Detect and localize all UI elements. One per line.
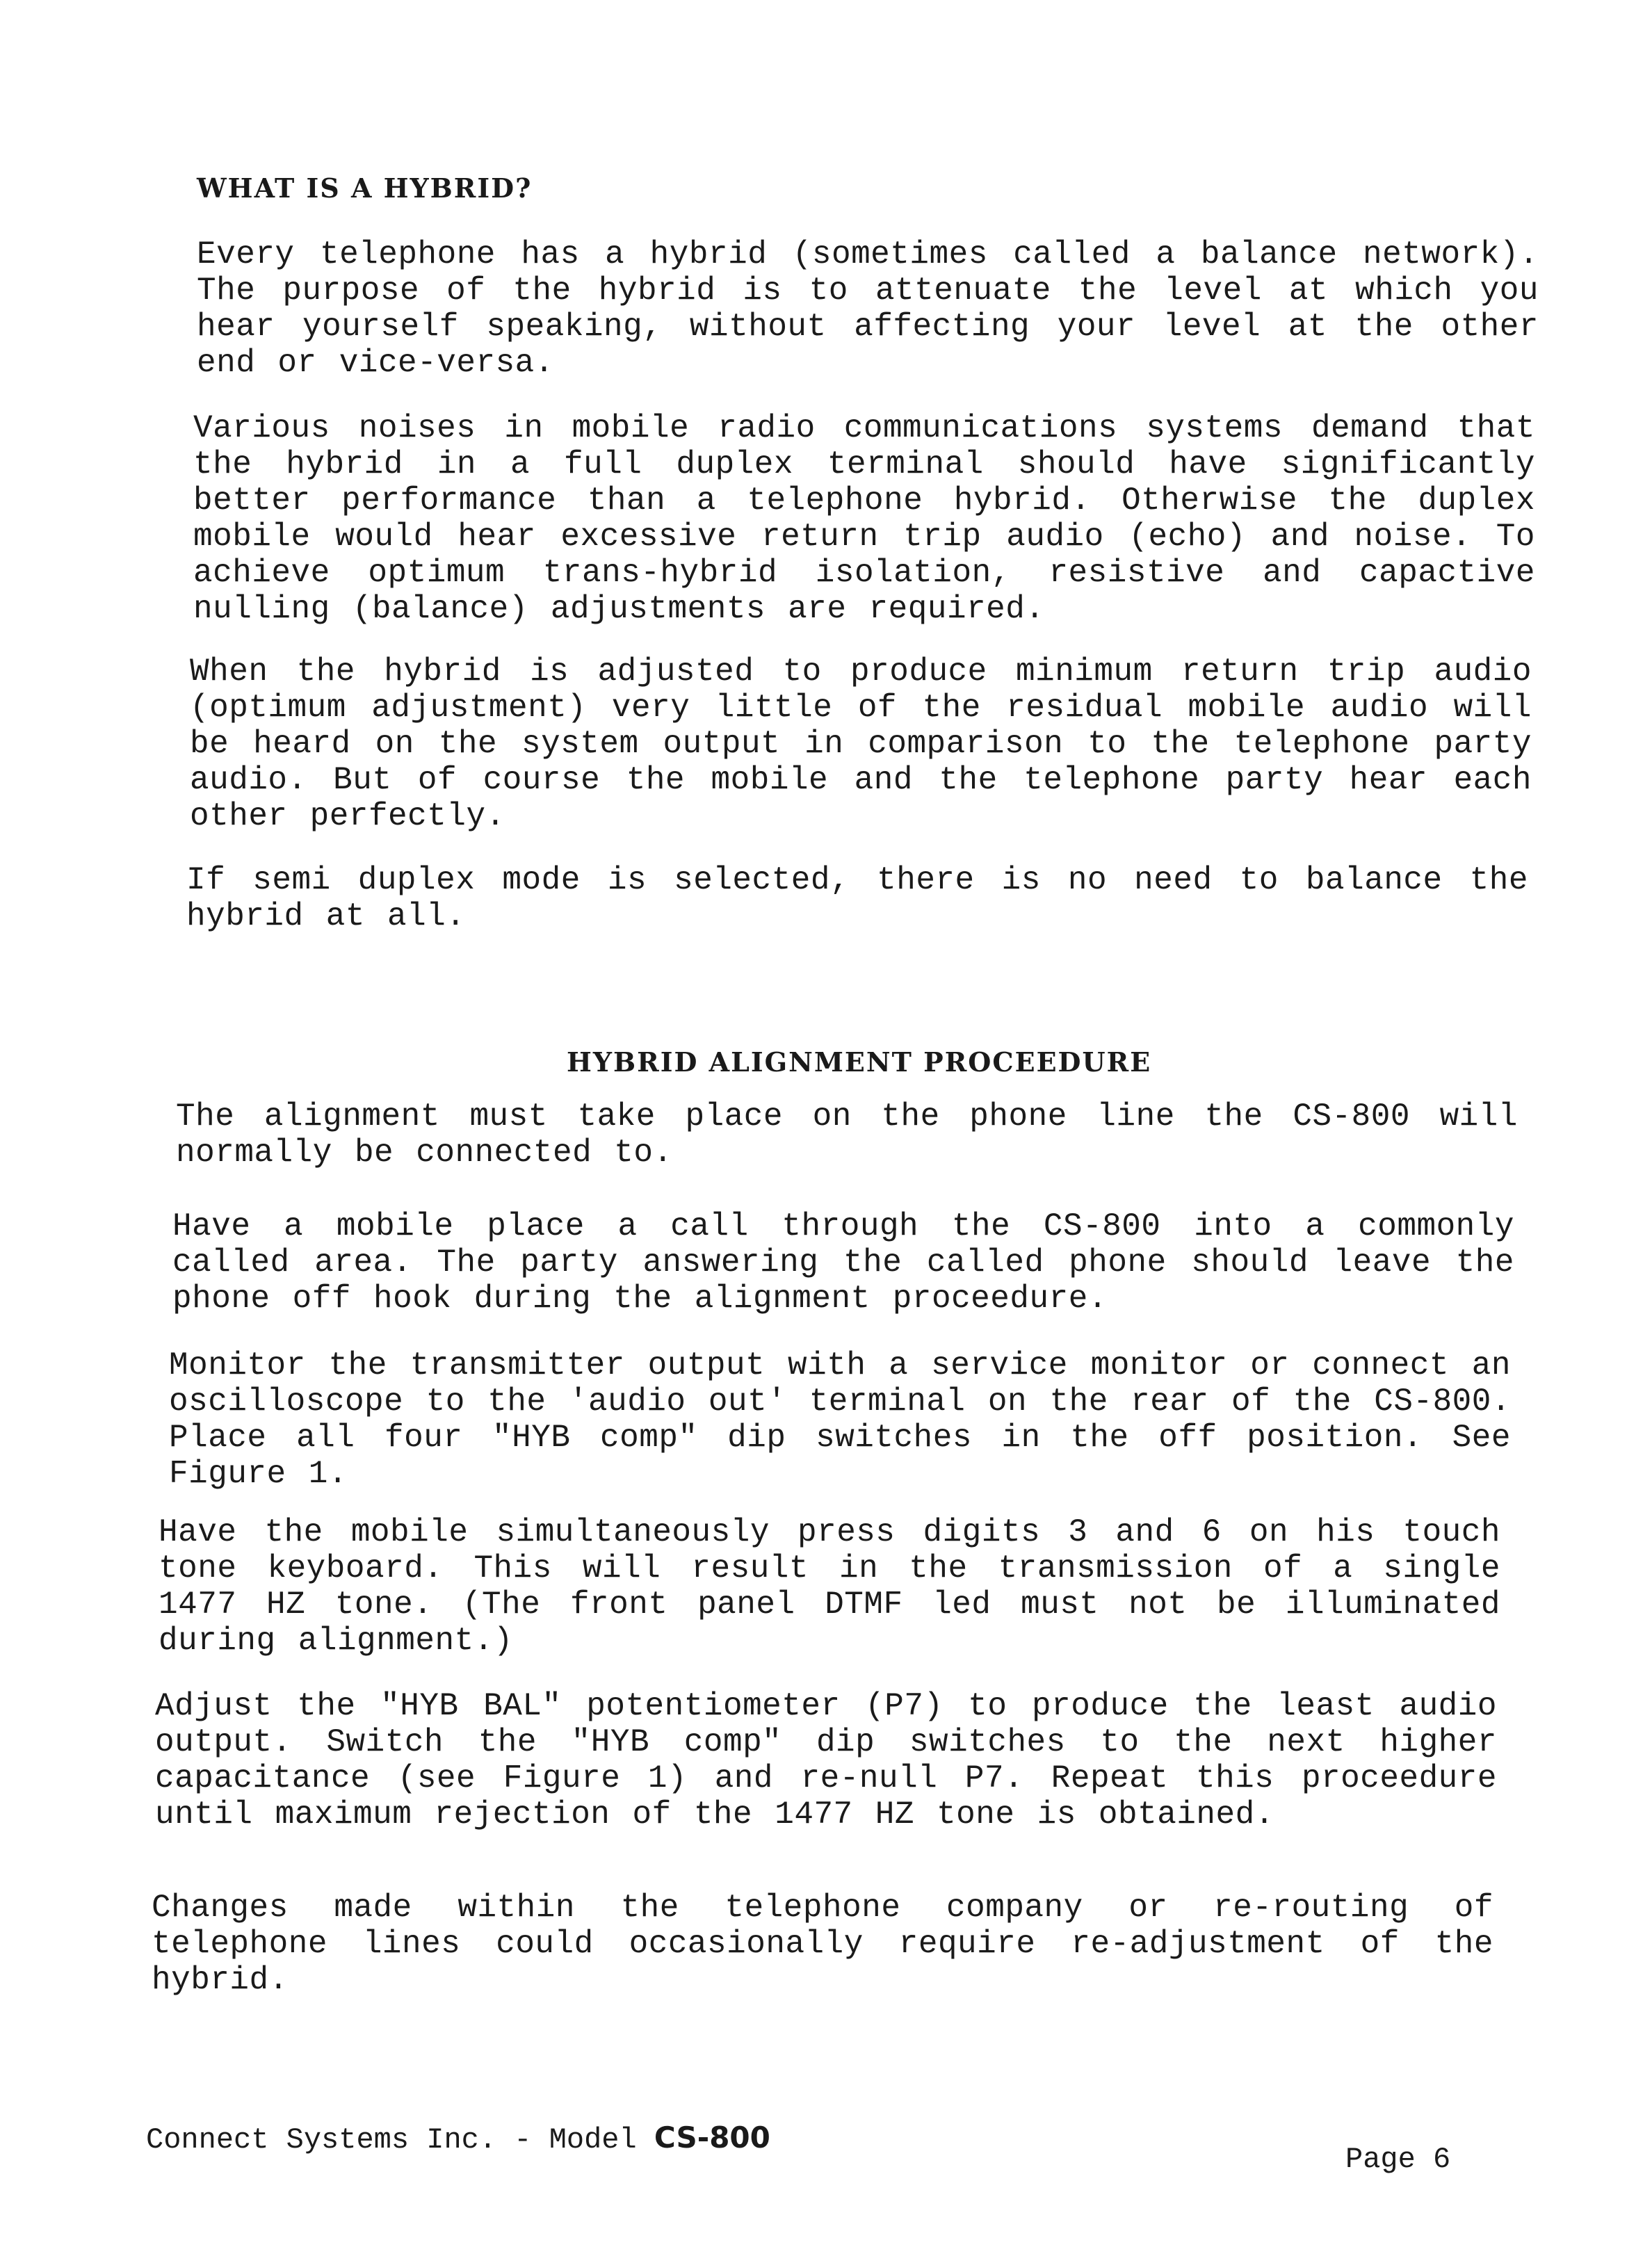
paragraph-hybrid-definition: Every telephone has a hybrid (sometimes called a balance network). The purpose of the hybrid is to attenuate the level at which you hear yourself speaking, without affecting your level at the other end or vice-versa.: [197, 236, 1539, 381]
paragraph-mobile-noise: Various noises in mobile radio communications systems demand that the hybrid in a full duplex terminal should have significantly better performance than a telephone hybrid. Otherwise the duplex mobile would hear excessive return trip audio (echo) and noise. To achieve optimum trans-hybrid isolation, resistive and capactive nulling (balance) adjustments are required.: [193, 410, 1535, 627]
footer-model: CS-800: [654, 2120, 770, 2155]
paragraph-readjustment: Changes made within the telephone company or re-routing of telephone lines could occasionally require re-adjustment of the hybrid.: [152, 1890, 1493, 1998]
paragraph-adjust-potentiometer: Adjust the "HYB BAL" potentiometer (P7) to produce the least audio output. Switch the "HYB comp" dip switches to the next higher capacitance (see Figure 1) and re-null P7. Repeat this proceedure until maximum rejection of the 1477 HZ tone is obtained.: [155, 1688, 1497, 1833]
footer-company-text: Connect Systems Inc. - Model: [146, 2123, 654, 2157]
section-heading-what-is-a-hybrid: WHAT IS A HYBRID?: [197, 172, 533, 204]
paragraph-dtmf-tone: Have the mobile simultaneously press digits 3 and 6 on his touch tone keyboard. This will result in the transmission of a single 1477 HZ tone. (The front panel DTMF led must not be illuminated during alignment.): [159, 1514, 1500, 1659]
section-heading-alignment-proceedure: HYBRID ALIGNMENT PROCEEDURE: [567, 1046, 1152, 1078]
paragraph-monitor-output: Monitor the transmitter output with a service monitor or connect an oscilloscope to the 'audio out' terminal on the rear of the CS-800. Place all four "HYB comp" dip switches in the off position. See Figure 1.: [169, 1347, 1511, 1492]
paragraph-semi-duplex: If semi duplex mode is selected, there is no need to balance the hybrid at all.: [186, 862, 1528, 934]
page-number: Page 6: [1345, 2143, 1451, 2176]
paragraph-place-call: Have a mobile place a call through the CS-800 into a commonly called area. The party answering the called phone should leave the phone off hook during the alignment proceedure.: [172, 1208, 1514, 1317]
footer-company: [146, 2120, 770, 2157]
paragraph-hybrid-adjustment: When the hybrid is adjusted to produce minimum return trip audio (optimum adjustment) very little of the residual mobile audio will be heard on the system output in comparison to the telephone party audio. But of course the mobile and the telephone party hear each other perfectly.: [190, 654, 1532, 834]
paragraph-alignment-location: The alignment must take place on the phone line the CS-800 will normally be connected to.: [176, 1098, 1518, 1171]
